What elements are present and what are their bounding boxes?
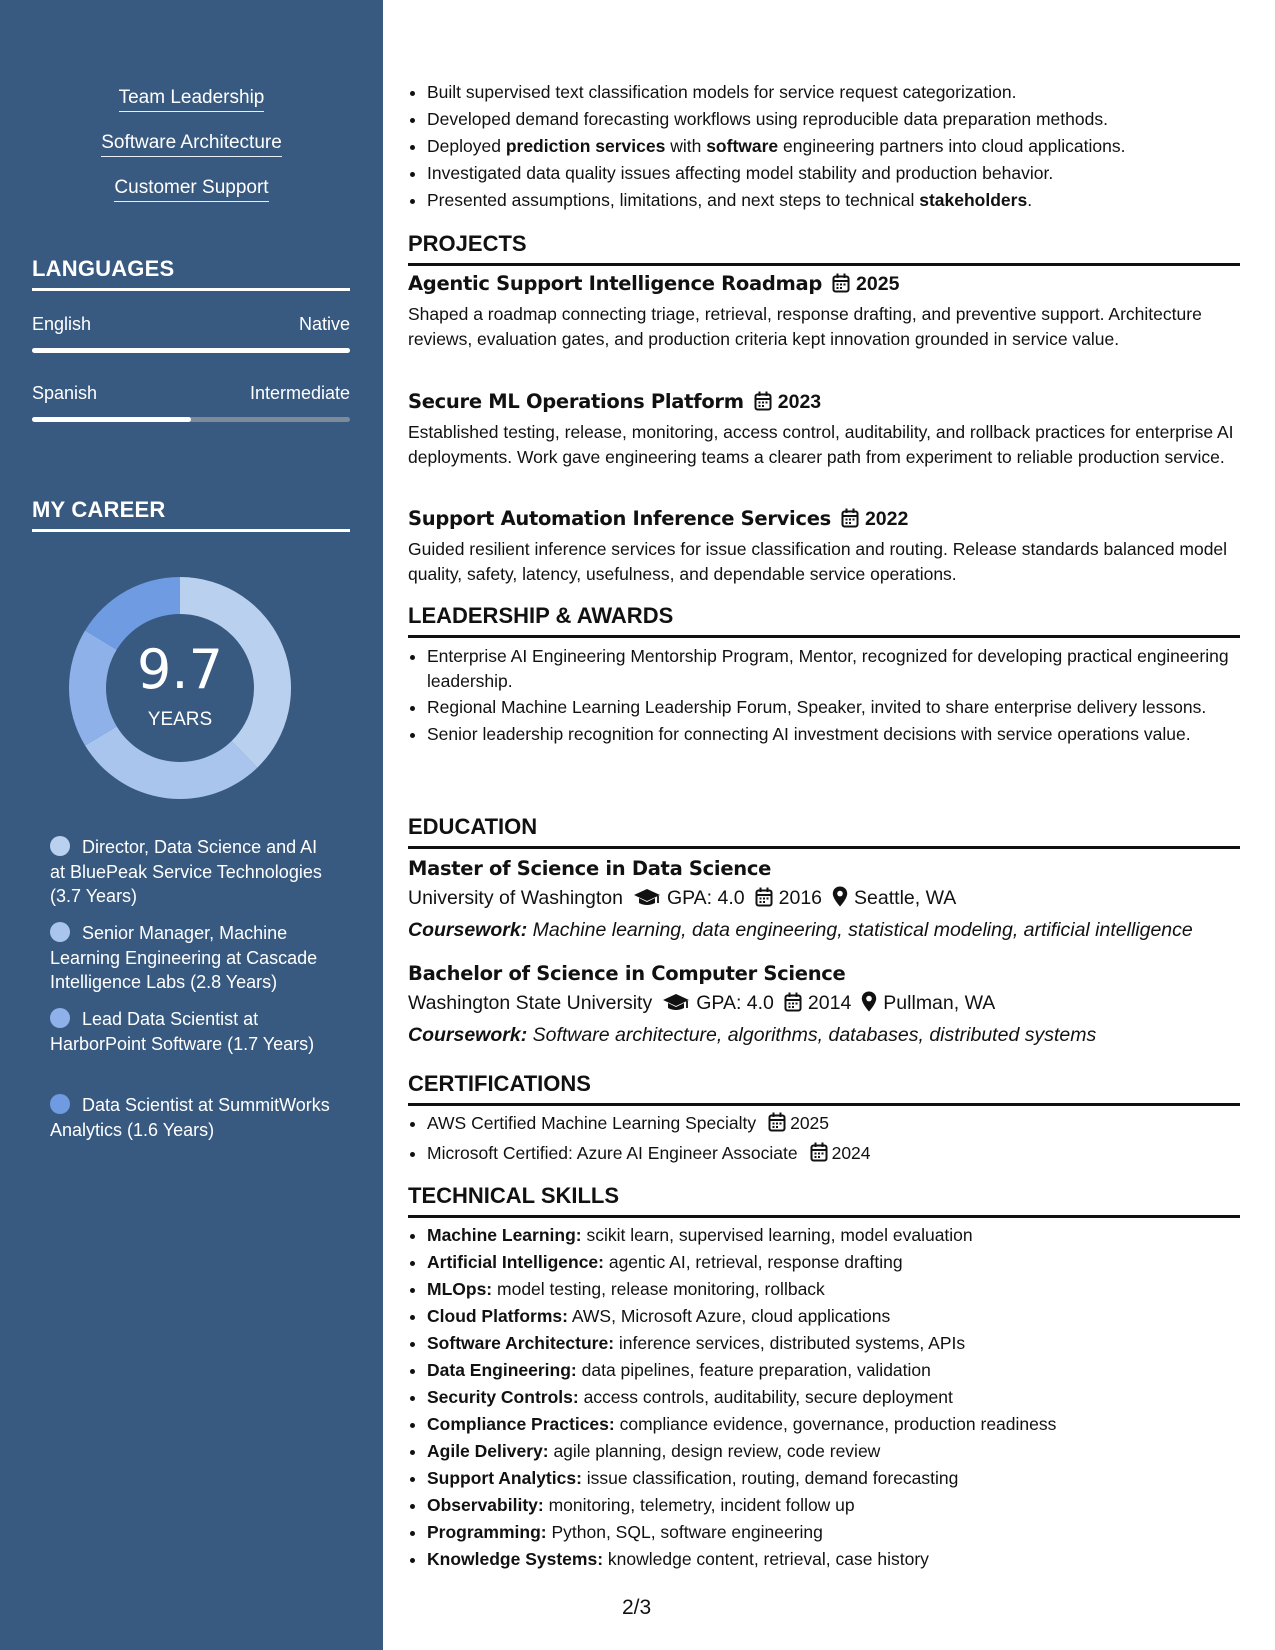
degree-title: Master of Science in Data Science xyxy=(408,857,772,880)
experience-bullet: • Presented assumptions, limitations, and next steps to technical stakeholders. xyxy=(427,187,1259,214)
career-dot xyxy=(50,922,70,942)
career-dot xyxy=(50,1008,70,1028)
project-title: Support Automation Inference Services xyxy=(408,507,831,530)
calendar-icon xyxy=(755,887,773,913)
career-dot xyxy=(50,1094,70,1114)
career-heading: MY CAREER xyxy=(32,497,350,532)
project-title: Secure ML Operations Platform xyxy=(408,390,744,413)
project-title: Agentic Support Intelligence Roadmap xyxy=(408,272,823,295)
leadership-list xyxy=(408,644,1259,748)
technical-skill-item: • Machine Learning: scikit learn, supervised learning, model evaluation xyxy=(427,1222,1259,1249)
project-year: 2022 xyxy=(864,508,909,530)
languages-heading: LANGUAGES xyxy=(32,256,350,291)
career-item: Director, Data Science and AI at BluePeak Service Technologies (3.7 Years) xyxy=(50,837,322,906)
skill-link-customer-support[interactable]: Customer Support xyxy=(0,177,383,202)
language-bar-fill xyxy=(32,348,350,353)
technical-skill-item: • Observability: monitoring, telemetry, incident follow up xyxy=(427,1492,1259,1519)
calendar-icon xyxy=(784,992,802,1018)
leadership-item: • Regional Machine Learning Leadership Forum, Speaker, invited to share enterprise delivery lessons. xyxy=(427,695,1259,720)
experience-bullet: • Deployed prediction services with software engineering partners into cloud applications. xyxy=(427,133,1259,160)
technical-skill-item: • Programming: Python, SQL, software engineering xyxy=(427,1519,1259,1546)
career-dot xyxy=(50,836,70,856)
project-entry xyxy=(408,507,1240,586)
language-level: Intermediate xyxy=(249,383,350,403)
career-item: Data Scientist at SummitWorks Analytics (1.6 Years) xyxy=(50,1095,330,1140)
technical-skill-item: • Security Controls: access controls, auditability, secure deployment xyxy=(427,1384,1259,1411)
career-total: 9.7 xyxy=(137,638,223,701)
career-donut-segment xyxy=(85,726,257,799)
career-donut-chart xyxy=(62,570,298,806)
project-description: Shaped a roadmap connecting triage, retrieval, response drafting, and preventive support. Architecture reviews, evaluation gates, and production criteria kept innovation grounded in service value. xyxy=(408,304,1202,349)
skill-link-team-leadership[interactable]: Team Leadership xyxy=(0,87,383,112)
calendar-icon xyxy=(841,508,859,533)
gpa: GPA: 4.0 xyxy=(696,992,774,1014)
technical-skill-item: • Agile Delivery: agile planning, design review, code review xyxy=(427,1438,1259,1465)
location-pin-icon xyxy=(861,991,877,1018)
calendar-icon xyxy=(832,273,850,298)
project-year: 2025 xyxy=(856,273,900,295)
language-bar-fill xyxy=(32,417,191,422)
calendar-icon xyxy=(768,1112,786,1140)
project-year: 2023 xyxy=(777,391,822,413)
technical-skill-item: • Compliance Practices: compliance evidence, governance, production readiness xyxy=(427,1411,1259,1438)
career-item: Lead Data Scientist at HarborPoint Software (1.7 Years) xyxy=(50,1009,315,1054)
technical-skill-item: • Knowledge Systems: knowledge content, retrieval, case history xyxy=(427,1546,1259,1573)
calendar-icon xyxy=(754,391,772,416)
coursework: Coursework: Machine learning, data engineering, statistical modeling, artificial intelligence xyxy=(408,919,1193,941)
coursework: Coursework: Software architecture, algorithms, databases, distributed systems xyxy=(408,1024,1097,1046)
school-location: Pullman, WA xyxy=(883,992,996,1014)
calendar-icon xyxy=(810,1142,828,1170)
experience-bullet: • Developed demand forecasting workflows using reproducible data preparation methods. xyxy=(427,106,1259,133)
projects-heading: PROJECTS xyxy=(408,231,1240,266)
education-entry xyxy=(408,962,1240,1047)
leadership-item: • Senior leadership recognition for connecting AI investment decisions with service operations value. xyxy=(427,722,1259,747)
project-description: Guided resilient inference services for issue classification and routing. Release standards balanced model quality, safety, latency, usefulness, and dependable service operations. xyxy=(408,539,1228,584)
project-description: Established testing, release, monitoring, access control, auditability, and rollback practices for enterprise AI deployments. Work gave engineering teams a clearer path from experiment to reliable production service. xyxy=(408,422,1234,467)
education-entry xyxy=(408,857,1240,942)
career-item: Senior Manager, Machine Learning Engineering at Cascade Intelligence Labs (2.8 Years) xyxy=(50,923,318,992)
gpa: GPA: 4.0 xyxy=(666,887,745,909)
technical-skill-item: • Artificial Intelligence: agentic AI, retrieval, response drafting xyxy=(427,1249,1259,1276)
education-heading: EDUCATION xyxy=(408,814,1240,849)
degree-title: Bachelor of Science in Computer Science xyxy=(408,962,846,985)
sidebar xyxy=(0,0,383,1650)
leadership-item: • Enterprise AI Engineering Mentorship Program, Mentor, recognized for developing practical engineering leadership. xyxy=(427,644,1259,693)
experience-bullet: • Built supervised text classification models for service request categorization. xyxy=(427,79,1259,106)
technical-skills-heading: TECHNICAL SKILLS xyxy=(408,1183,1240,1218)
certification-item: • AWS Certified Machine Learning Specialty 2025 xyxy=(427,1110,1259,1140)
certifications-heading: CERTIFICATIONS xyxy=(408,1071,1240,1106)
language-name: Spanish xyxy=(32,383,98,403)
location-pin-icon xyxy=(832,886,848,913)
graduation-cap-icon xyxy=(633,887,661,913)
page-number: 2/3 xyxy=(622,1596,652,1619)
leadership-heading: LEADERSHIP & AWARDS xyxy=(408,603,1240,638)
technical-skill-item: • Data Engineering: data pipelines, feature preparation, validation xyxy=(427,1357,1259,1384)
technical-skill-item: • MLOps: model testing, release monitoring, rollback xyxy=(427,1276,1259,1303)
experience-bullets xyxy=(408,79,1259,214)
technical-skill-item: • Support Analytics: issue classification, routing, demand forecasting xyxy=(427,1465,1259,1492)
technical-skill-item: • Software Architecture: inference services, distributed systems, APIs xyxy=(427,1330,1259,1357)
school-name: Washington State University xyxy=(408,992,653,1014)
language-level: Native xyxy=(298,314,350,334)
project-entry xyxy=(408,272,1240,351)
graduation-year: 2016 xyxy=(778,887,823,909)
certifications-list xyxy=(408,1110,1259,1170)
technical-skill-item: • Cloud Platforms: AWS, Microsoft Azure, cloud applications xyxy=(427,1303,1259,1330)
project-entry xyxy=(408,390,1240,469)
certification-item: • Microsoft Certified: Azure AI Engineer Associate 2024 xyxy=(427,1140,1259,1170)
graduation-year: 2014 xyxy=(807,992,852,1014)
school-location: Seattle, WA xyxy=(854,887,957,909)
graduation-cap-icon xyxy=(662,992,690,1018)
skill-link-software-architecture[interactable]: Software Architecture xyxy=(0,132,383,157)
language-name: English xyxy=(32,314,92,334)
school-name: University of Washington xyxy=(408,887,623,909)
language-bar-track xyxy=(32,417,350,422)
technical-skills-list xyxy=(408,1222,1259,1573)
language-bar-track xyxy=(32,348,350,353)
experience-bullet: • Investigated data quality issues affecting model stability and production behavior. xyxy=(427,160,1259,187)
career-donut-segment xyxy=(69,630,117,745)
career-unit: YEARS xyxy=(147,709,213,730)
